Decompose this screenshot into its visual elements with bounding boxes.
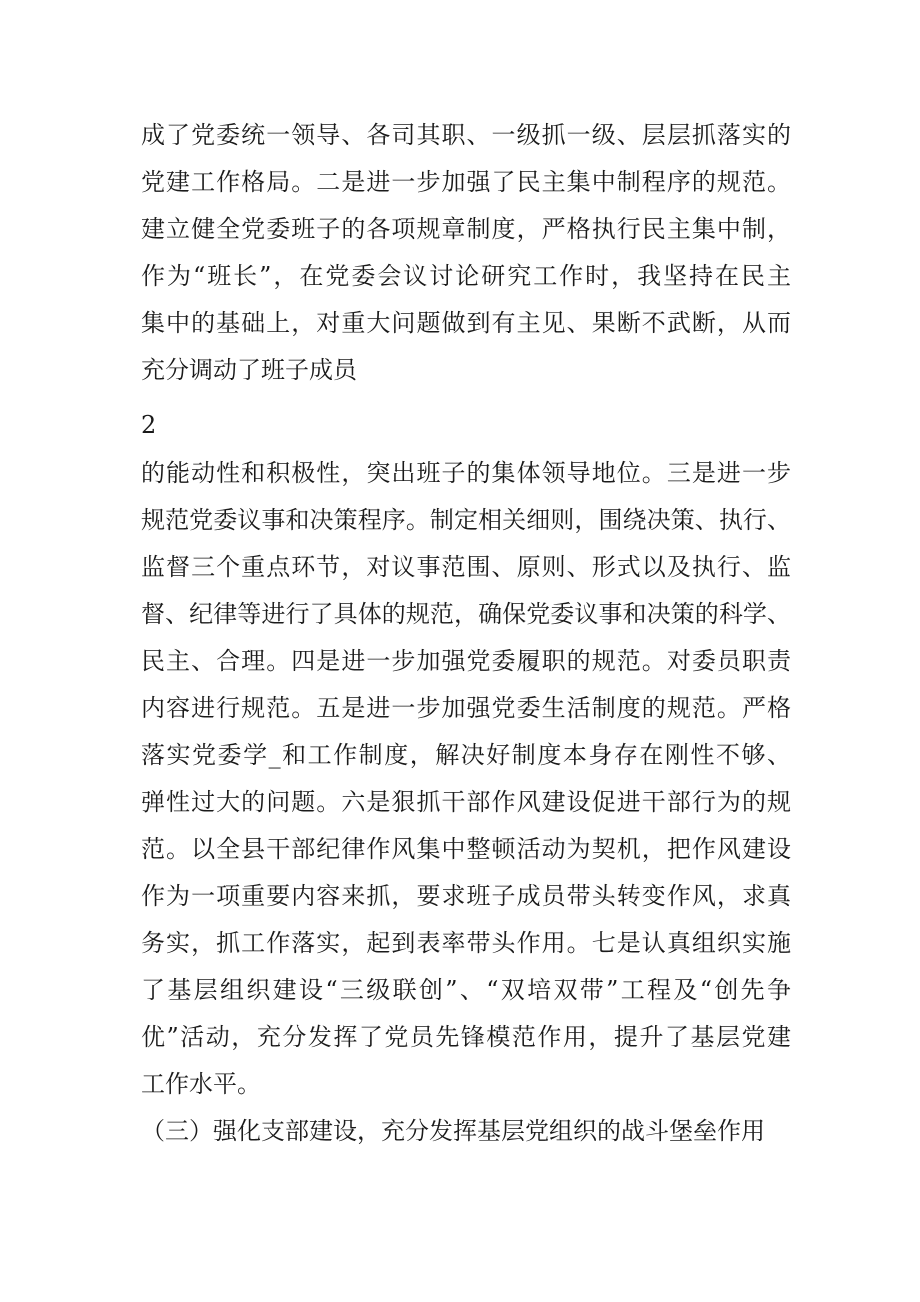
paragraph-line: 务实，抓工作落实，起到表率带头作用。七是认真组织实施 bbox=[141, 929, 791, 957]
paragraph-line: 集中的基础上，对重大问题做到有主见、果断不武断，从而 bbox=[141, 309, 791, 337]
paragraph-line: 的能动性和积极性，突出班子的集体领导地位。三是进一步 bbox=[141, 459, 791, 487]
paragraph-line: 充分调动了班子成员 bbox=[141, 356, 357, 384]
paragraph-line: 成了党委统一领导、各司其职、一级抓一级、层层抓落实的 bbox=[141, 121, 791, 149]
paragraph-line: 工作水平。 bbox=[141, 1070, 261, 1098]
paragraph-line: 作为“班长”，在党委会议讨论研究工作时，我坚持在民主 bbox=[141, 262, 791, 290]
page-number: 2 bbox=[141, 411, 157, 439]
section-heading: （三）强化支部建设，充分发挥基层党组织的战斗堡垒作用 bbox=[141, 1117, 765, 1145]
paragraph-line: 党建工作格局。二是进一步加强了民主集中制程序的规范。 bbox=[141, 168, 791, 196]
paragraph-line: 范。以全县干部纪律作风集中整顿活动为契机，把作风建设 bbox=[141, 835, 791, 863]
paragraph-line: 规范党委议事和决策程序。制定相关细则，围绕决策、执行、 bbox=[141, 506, 791, 534]
paragraph-line: 了基层组织建设“三级联创”、“双培双带”工程及“创先争 bbox=[141, 976, 791, 1004]
paragraph-line: 作为一项重要内容来抓，要求班子成员带头转变作风，求真 bbox=[141, 882, 791, 910]
paragraph-line: 内容进行规范。五是进一步加强党委生活制度的规范。严格 bbox=[141, 694, 791, 722]
paragraph-line: 建立健全党委班子的各项规章制度，严格执行民主集中制， bbox=[141, 215, 791, 243]
paragraph-line: 优”活动，充分发挥了党员先锋模范作用，提升了基层党建 bbox=[141, 1023, 791, 1051]
paragraph-line: 民主、合理。四是进一步加强党委履职的规范。对委员职责 bbox=[141, 647, 791, 675]
paragraph-line: 弹性过大的问题。六是狠抓干部作风建设促进干部行为的规 bbox=[141, 788, 791, 816]
paragraph-line: 督、纪律等进行了具体的规范，确保党委议事和决策的科学、 bbox=[141, 600, 791, 628]
paragraph-line: 监督三个重点环节，对议事范围、原则、形式以及执行、监 bbox=[141, 553, 791, 581]
paragraph-line: 落实党委学_和工作制度，解决好制度本身存在刚性不够、 bbox=[141, 741, 791, 769]
